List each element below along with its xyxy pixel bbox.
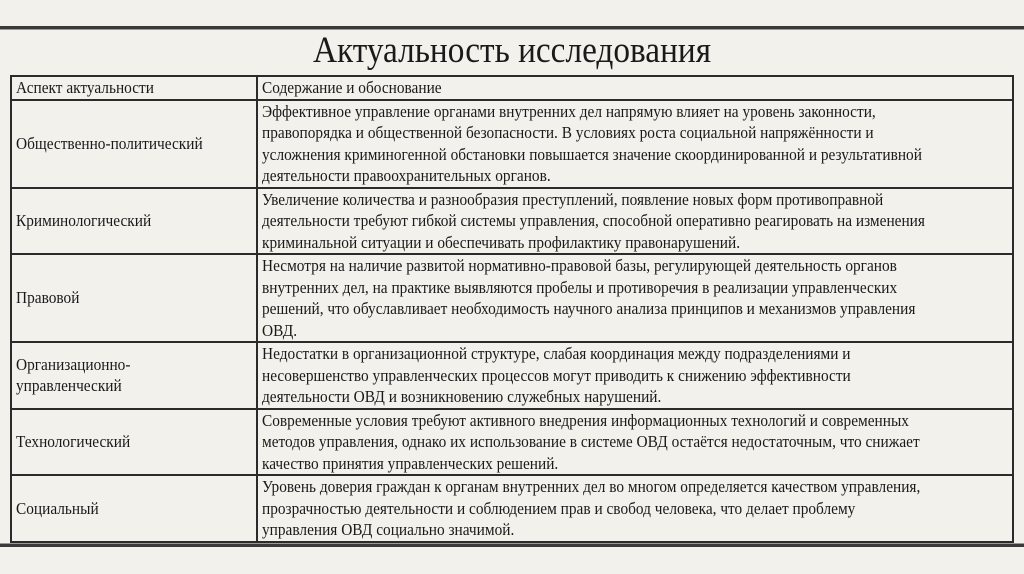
aspect-text: Социальный (16, 498, 99, 518)
content-text: Уровень доверия граждан к органам внутренних дел во многом определяется качеством управления, (262, 477, 921, 496)
content-cell (257, 475, 1013, 542)
table-row (11, 100, 1013, 188)
header-content (257, 76, 1013, 100)
aspect-text: Организационно- (16, 354, 131, 374)
content-text: деятельности правоохранительных органов. (262, 166, 551, 185)
aspect-text: Правовой (16, 288, 80, 308)
content-text: криминальной ситуации и обеспечивать профилактику правонарушений. (262, 232, 741, 252)
content-cell (257, 254, 1013, 342)
aspect-cell (11, 409, 257, 476)
table-row (11, 342, 1013, 409)
aspect-text: Технологический (16, 432, 131, 451)
aspect-cell (11, 475, 257, 542)
header-aspect-label: Аспект актуальности (16, 78, 154, 97)
aspect-cell (11, 254, 257, 342)
aspect-cell (11, 342, 257, 409)
bottom-divider (0, 543, 1024, 547)
table-header-row (11, 76, 1013, 100)
content-text: ОВД. (262, 320, 298, 340)
content-cell (257, 188, 1013, 255)
table-row (11, 475, 1013, 542)
content-text: правопорядка и общественной безопасности. В условиях роста социальной напряжённости и (262, 123, 874, 142)
content-text: деятельности ОВД и возникновению служебных нарушений. (262, 387, 662, 406)
content-text: прозрачностью деятельности и соблюдением прав и свобод человека, что делает проблему (262, 498, 856, 518)
content-text: методов управления, однако их использование в системе ОВД остаётся недостаточным, что снижает (262, 432, 920, 451)
aspect-text: управленческий (16, 376, 122, 396)
header-content-label: Содержание и обоснование (262, 78, 442, 97)
table-row (11, 409, 1013, 476)
table-row (11, 188, 1013, 255)
content-cell (257, 342, 1013, 409)
content-text: Увеличение количества и разнообразия преступлений, появление новых форм противоправной (262, 189, 884, 209)
content-text: несовершенство управленческих процессов могут приводить к снижению эффективности (262, 365, 851, 385)
content-text: Недостатки в организационной структуре, слабая координация между подразделениями и (262, 344, 851, 363)
content-text: деятельности требуют гибкой системы управления, способной оперативно реагировать на изменения (262, 211, 925, 230)
content-cell (257, 100, 1013, 188)
aspect-cell (11, 188, 257, 255)
slide-title: Актуальность исследования (312, 30, 712, 71)
header-aspect (11, 76, 257, 100)
content-text: усложнения криминогенной обстановки повышается значение скоординированной и результативной (262, 144, 922, 164)
content-text: Эффективное управление органами внутренних дел напрямую влияет на уровень законности, (262, 101, 876, 121)
aspect-text: Криминологический (16, 211, 152, 230)
content-cell (257, 409, 1013, 476)
aspect-text: Общественно-политический (16, 133, 203, 153)
content-text: качество принятия управленческих решений. (262, 453, 559, 473)
content-text: управления ОВД социально значимой. (262, 520, 515, 539)
table-row (11, 254, 1013, 342)
content-text: решений, что обуславливает необходимость научного анализа принципов и механизмов управления (262, 299, 916, 318)
content-text: Современные условия требуют активного внедрения информационных технологий и современных (262, 410, 909, 430)
aspect-cell (11, 100, 257, 188)
content-text: внутренних дел, на практике выявляются пробелы и противоречия в реализации управленческих (262, 277, 898, 297)
content-text: Несмотря на наличие развитой нормативно-правовой базы, регулирующей деятельность органов (262, 256, 897, 275)
relevance-table (10, 75, 1014, 543)
